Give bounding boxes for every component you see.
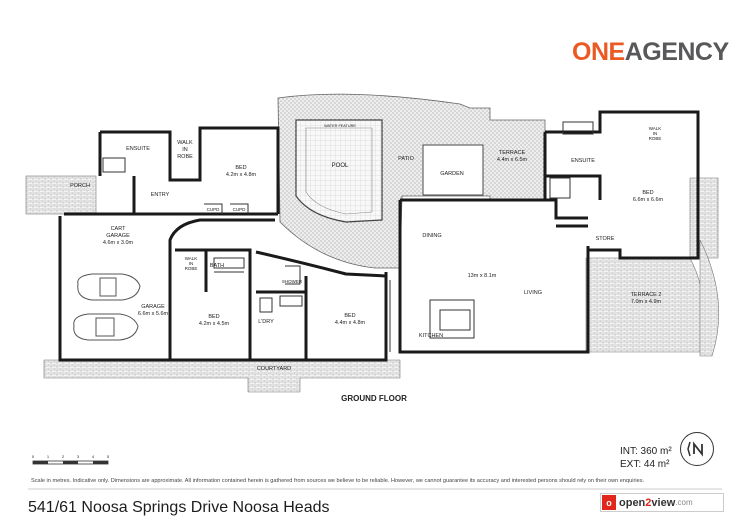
ensuite-left-label: ENSUITE (126, 146, 150, 152)
store-label: STORE (595, 236, 615, 242)
laundry-label: L'DRY (258, 319, 274, 325)
cart-garage-label-1: CART (110, 226, 126, 232)
exterior-area: EXT: 44 m² (620, 459, 670, 470)
scale-bar (32, 454, 110, 464)
patio-label: PATIO (398, 156, 414, 162)
ensuite-right-label: ENSUITE (571, 158, 595, 164)
pool-label: POOL (331, 163, 349, 169)
open2view-logo (600, 493, 724, 512)
scale-tick-3: 3 (76, 454, 80, 459)
wir-right-label-2: IN (652, 131, 658, 136)
walk-in-robe-label-3: ROBE (177, 154, 193, 160)
bed3-label: BED (344, 313, 356, 319)
walk-in-robe-label-1: WALK (177, 140, 193, 146)
wir-small-label-1: WALK (184, 256, 198, 261)
wir-right-label-3: ROBE (648, 136, 662, 141)
agency-logo-one: ONE (572, 38, 625, 66)
bed-master-dims: 6.6m x 6.6m (632, 197, 664, 203)
walk-in-robe-label-2: IN (182, 147, 188, 153)
cart-garage-label-2: GARAGE (106, 233, 130, 239)
bed1-dims: 4.2m x 4.8m (225, 172, 257, 178)
shower-label: SHOWER (281, 279, 303, 284)
open2view-com: .com (675, 498, 693, 507)
bath-label: BATH (209, 263, 225, 269)
entry-label: ENTRY (150, 192, 170, 198)
pool (296, 120, 382, 222)
open2view-two: 2 (645, 496, 652, 509)
scale-tick-4: 4 (91, 454, 95, 459)
courtyard-label: COURTYARD (256, 366, 292, 372)
garden-label: GARDEN (440, 171, 464, 177)
bed2-dims: 4.2m x 4.5m (198, 321, 230, 327)
bed2-label: BED (208, 314, 220, 320)
scale-tick-2: 2 (61, 454, 65, 459)
living-label: LIVING (523, 290, 543, 296)
bed3-dims: 4.4m x 4.8m (334, 320, 366, 326)
open2view-open: open (619, 496, 646, 509)
garden-area (423, 145, 483, 195)
scale-tick-5: 5 (106, 454, 110, 459)
garage-dims: 6.6m x 5.6m (137, 311, 169, 317)
dining-label: DINING (422, 233, 442, 239)
wir-right-label-1: WALK (648, 126, 662, 131)
kitchen-label: KITCHEN (418, 333, 444, 339)
terrace2-dims: 7.0m x 4.9m (630, 299, 662, 305)
terrace1-label: TERRACE (498, 150, 526, 156)
cupd1-label: CUPD (206, 207, 220, 212)
north-arrow-icon (680, 432, 714, 466)
agency-logo-agency: AGENCY (624, 38, 729, 66)
garage-cars (74, 274, 140, 340)
property-address: 541/61 Noosa Springs Drive Noosa Heads (28, 499, 330, 516)
terrace2-label: TERRACE 2 (630, 292, 662, 298)
cart-garage-dims: 4.6m x 3.0m (102, 240, 134, 246)
scale-tick-0: 0 (31, 454, 35, 459)
living-dims: 13m x 8.1m (467, 273, 497, 279)
agency-logo (572, 38, 729, 67)
porch-label: PORCH (70, 183, 90, 189)
garage-label: GARAGE (141, 304, 165, 310)
disclaimer-text: Scale in metres. Indicative only. Dimensions are approximate. All information contained herein is gathered from sources we believe to be reliable. However, we cannot guarantee its accuracy and interested persons should rely on their own enquiries. (31, 478, 645, 484)
scale-tick-1: 1 (46, 454, 50, 459)
bed-master-label: BED (642, 190, 654, 196)
interior-area: INT: 360 m² (620, 446, 672, 457)
open2view-view: view (651, 496, 676, 509)
wir-small-label-2: IN (188, 261, 194, 266)
cupd2-label: CUPD (232, 207, 246, 212)
water-feature-label: WATER FEATURE (324, 124, 356, 128)
wir-small-label-3: ROBE (184, 266, 198, 271)
ground-floor-label: GROUND FLOOR (341, 394, 407, 403)
terrace1-dims: 4.4m x 6.5m (496, 157, 528, 163)
open2view-badge: o (602, 495, 616, 510)
bed1-label: BED (235, 165, 247, 171)
